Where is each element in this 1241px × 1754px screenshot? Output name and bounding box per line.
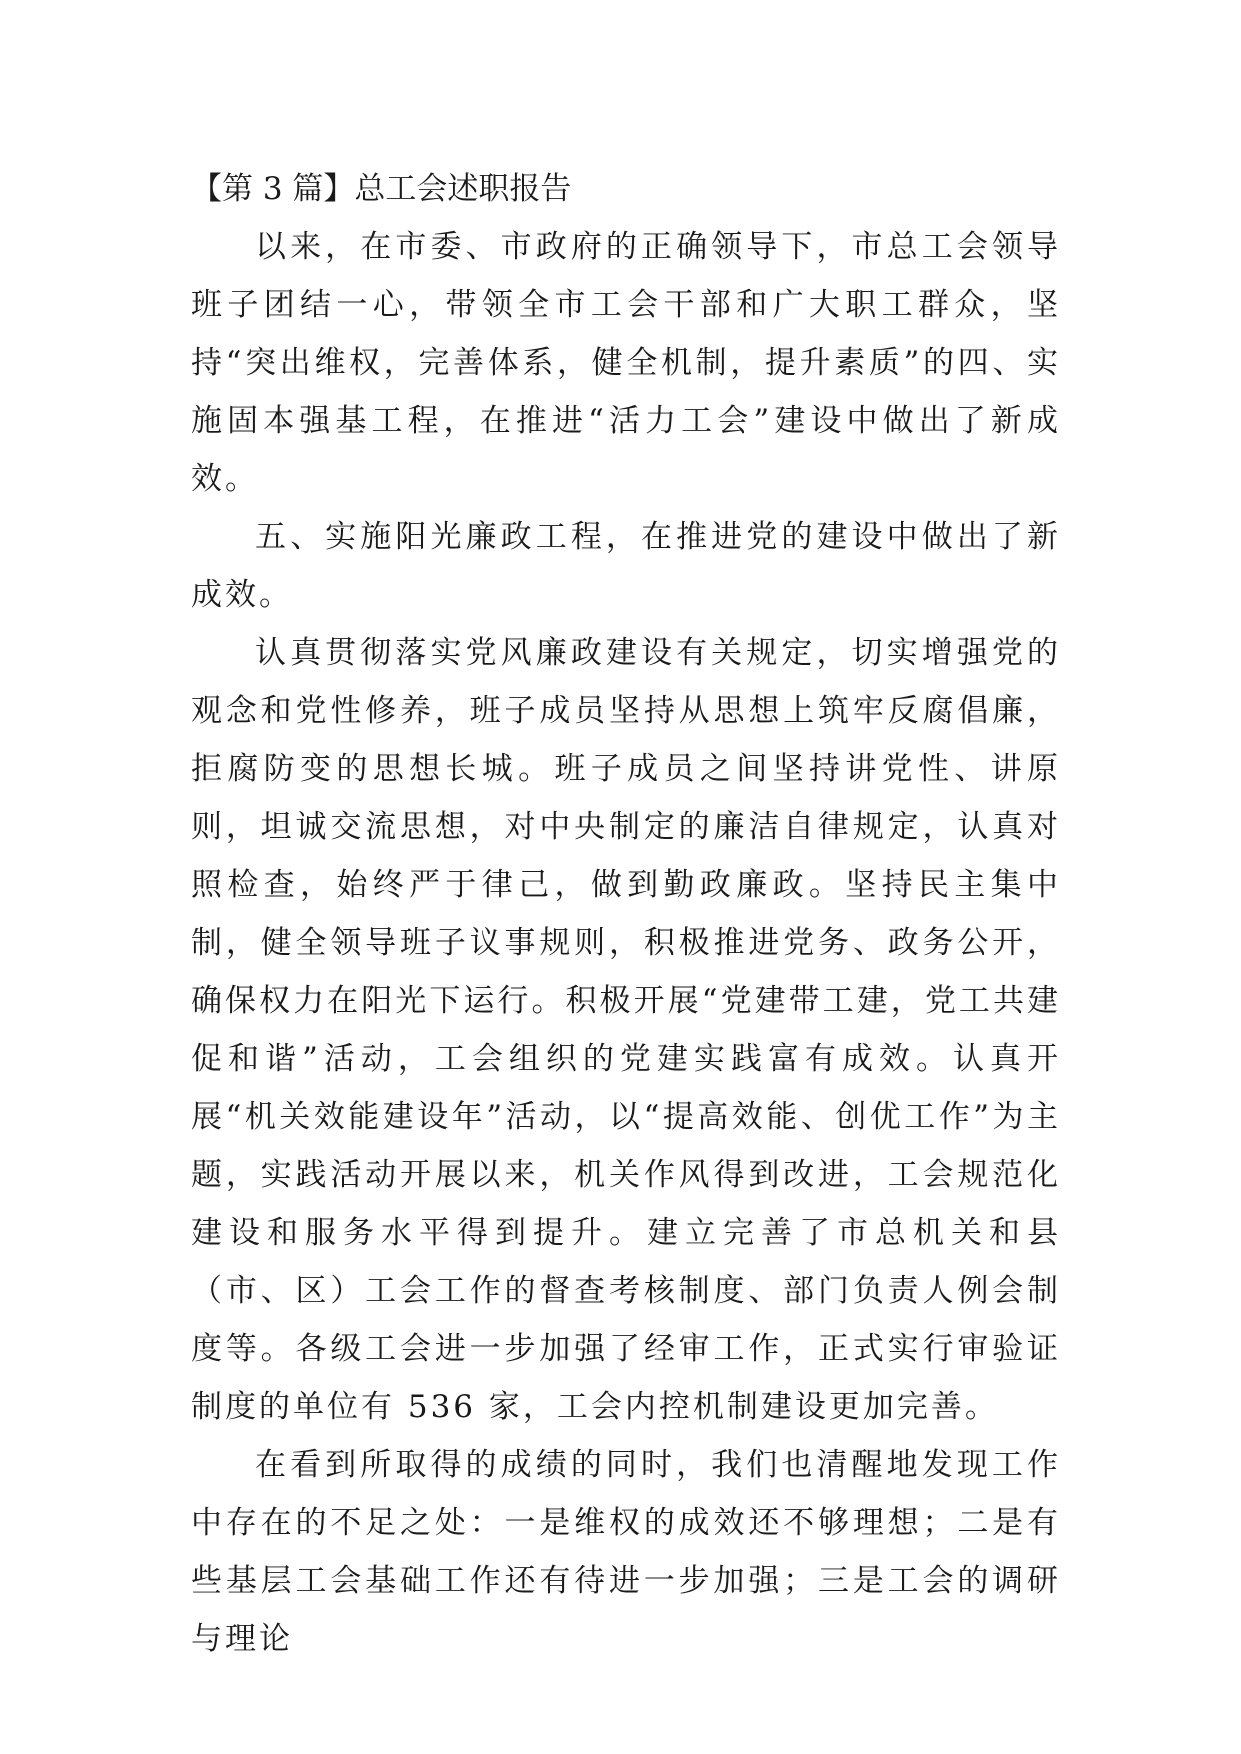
paragraph-section-five: 五、实施阳光廉政工程，在推进党的建设中做出了新成效。 — [191, 519, 1061, 613]
paragraph-shortcomings: 在看到所取得的成绩的同时，我们也清醒地发现工作中存在的不足之处：一是维权的成效还不够理想；二是有些基层工会基础工作还有待进一步加强；三是工会的调研与理论 — [191, 1447, 1061, 1657]
document-body — [191, 160, 1061, 1668]
paragraph-integrity-work: 认真贯彻落实党风廉政建设有关规定，切实增强党的观念和党性修养，班子成员坚持从思想上筑牢反腐倡廉，拒腐防变的思想长城。班子成员之间坚持讲党性、讲原则，坦诚交流思想，对中央制定的廉洁自律规定，认真对照检查，始终严于律己，做到勤政廉政。坚持民主集中制，健全领导班子议事规则，积极推进党务、政务公开，确保权力在阳光下运行。积极开展“党建带工建，党工共建促和谐”活动，工会组织的党建实践富有成效。认真开展“机关效能建设年”活动，以“提高效能、创优工作”为主题，实践活动开展以来，机关作风得到改进，工会规范化建设和服务水平得到提升。建立完善了市总机关和县（市、区）工会工作的督查考核制度、部门负责人例会制度等。各级工会进一步加强了经审工作，正式实行审验证制度的单位有 536 家，工会内控机制建设更加完善。 — [191, 635, 1061, 1425]
document-title: 【第 3 篇】总工会述职报告 — [191, 171, 572, 207]
paragraph-intro: 以来，在市委、市政府的正确领导下，市总工会领导班子团结一心，带领全市工会干部和广大职工群众，坚持“突出维权，完善体系，健全机制，提升素质”的四、实施固本强基工程，在推进“活力工会”建设中做出了新成效。 — [191, 229, 1061, 497]
